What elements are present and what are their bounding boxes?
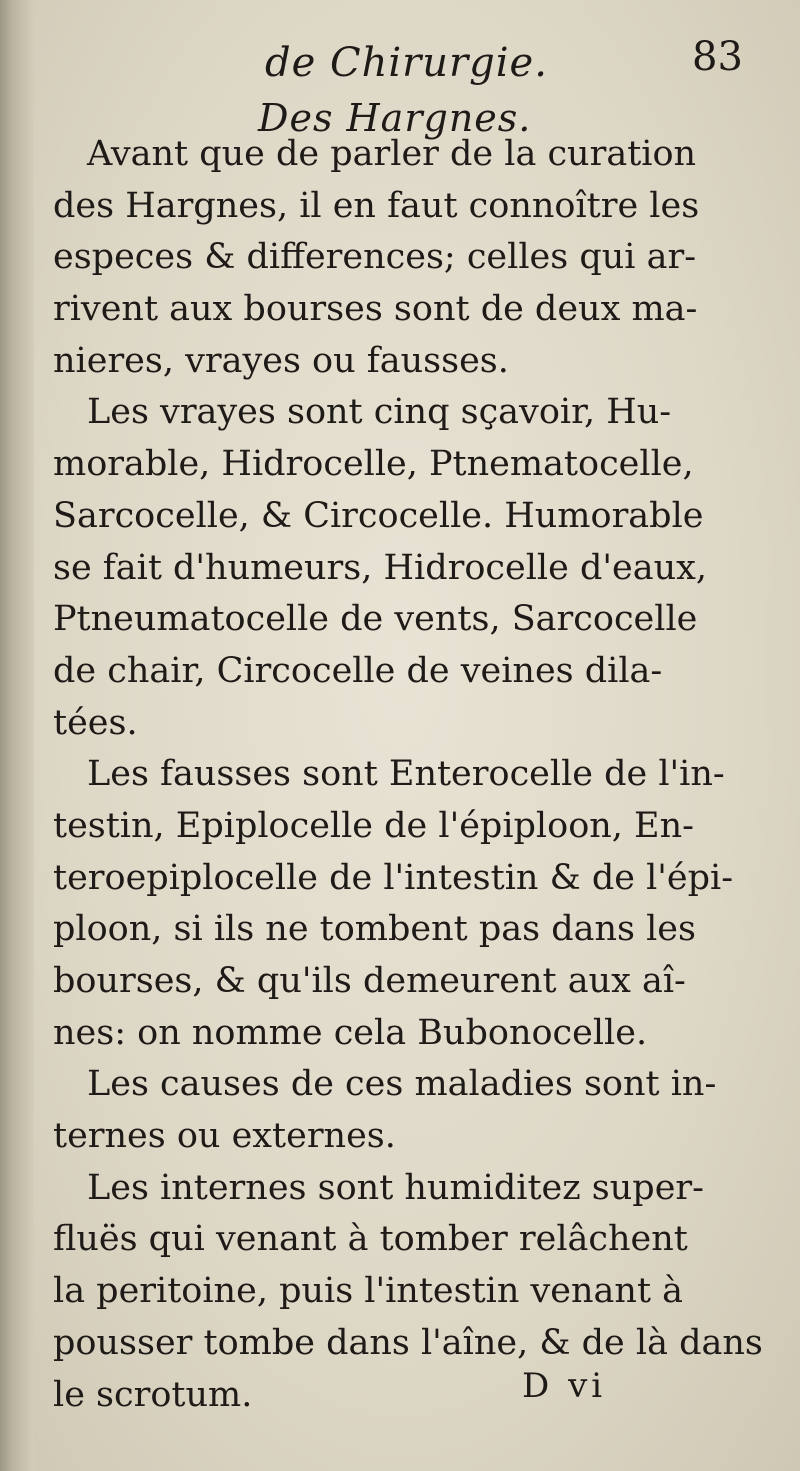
page-number: 83	[692, 34, 743, 80]
text-line: morable, Hidrocelle, Ptnematocelle,	[53, 444, 694, 485]
signature-mark: D vi	[522, 1366, 607, 1406]
text-line: pousser tombe dans l'aîne, & de là dans	[53, 1322, 763, 1363]
text-line: ternes ou externes.	[53, 1116, 396, 1157]
text-line: Avant que de parler de la curation	[87, 134, 697, 174]
text-line: Les fausses sont Enterocelle de l'in-	[87, 754, 725, 795]
text-line: tées.	[53, 702, 138, 743]
text-line: Les internes sont humiditez super-	[87, 1167, 704, 1208]
page-gutter	[0, 0, 34, 1471]
text-line: Ptneumatocelle de vents, Sarcocelle	[53, 599, 698, 640]
running-head-title: de Chirurgie.	[265, 40, 548, 86]
text-line: ploon, si ils ne tombent pas dans les	[53, 909, 696, 950]
text-line: bourses, & qu'ils demeurent aux aî-	[53, 961, 686, 1001]
text-line: fluës qui venant à tomber relâchent	[53, 1219, 688, 1260]
text-line: le scrotum.	[53, 1374, 253, 1415]
text-line: des Hargnes, il en faut connoître les	[53, 185, 700, 226]
text-line: testin, Epiplocelle de l'épiploon, En-	[53, 805, 694, 846]
text-line: nes: on nomme cela Bubonocelle.	[53, 1012, 648, 1053]
text-line: Les causes de ces maladies sont in-	[87, 1064, 717, 1105]
text-line: Les vrayes sont cinq sçavoir, Hu-	[87, 392, 672, 433]
text-line: de chair, Circocelle de veines dila-	[53, 650, 663, 691]
text-line: teroepiplocelle de l'intestin & de l'épi-	[53, 857, 734, 898]
text-line: nieres, vrayes ou fausses.	[53, 340, 509, 381]
text-line: especes & differences; celles qui ar-	[53, 237, 697, 278]
running-head	[0, 34, 800, 96]
text-line: se fait d'humeurs, Hidrocelle d'eaux,	[53, 547, 707, 588]
section-title: Des Hargnes.	[258, 96, 532, 140]
text-line: Sarcocelle, & Circocelle. Humorable	[53, 495, 704, 536]
text-line: rivent aux bourses sont de deux ma-	[53, 289, 698, 330]
text-line: la peritoine, puis l'intestin venant à	[53, 1271, 683, 1312]
body-text	[53, 129, 765, 1421]
